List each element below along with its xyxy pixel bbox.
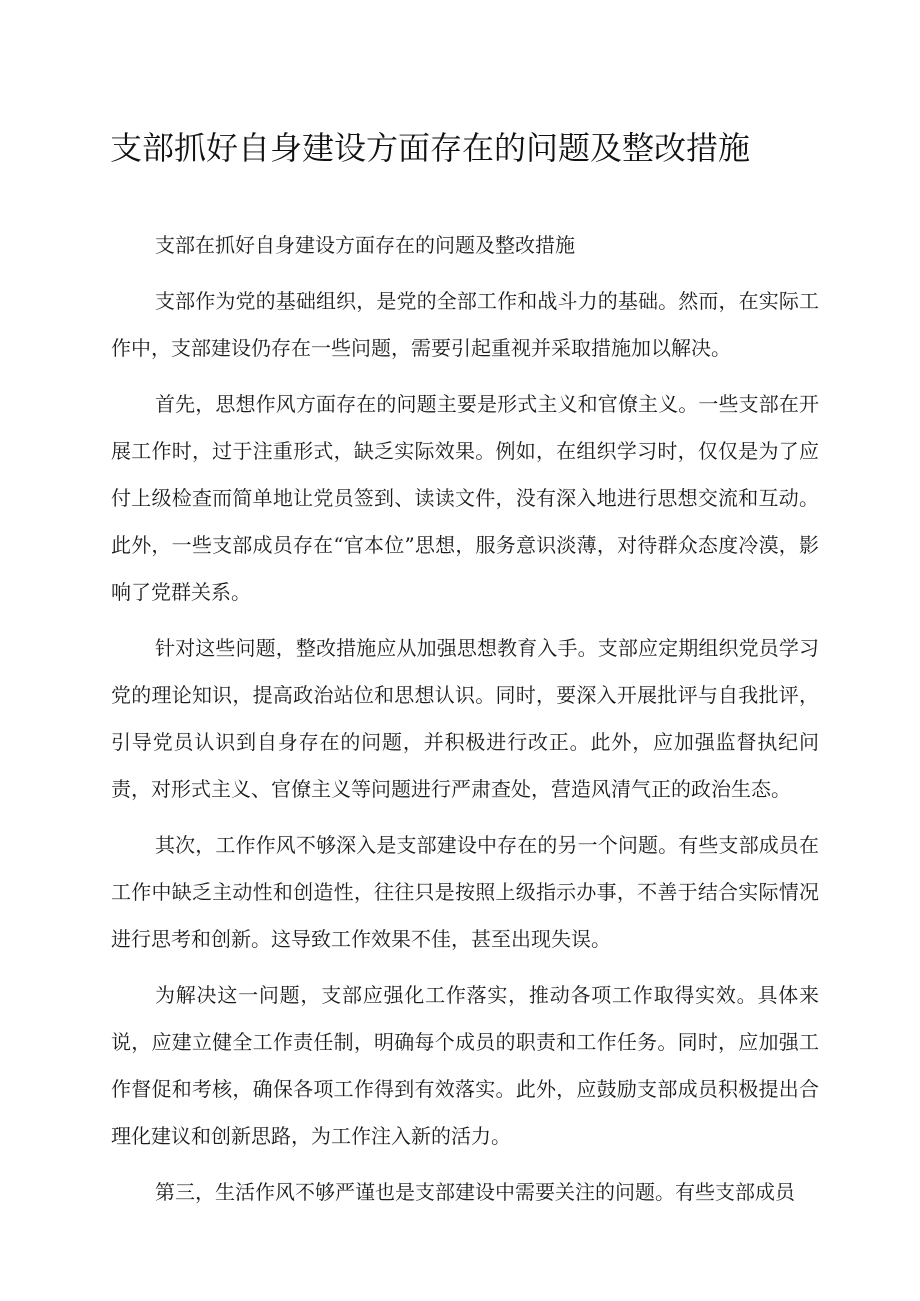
paragraph-life-style-problem: 第三，生活作风不够严谨也是支部建设中需要关注的问题。有些支部成员 [155,1180,795,1204]
paragraph-work-style-problem: 其次，工作作风不够深入是支部建设中存在的另一个问题。有些支部成员在工作中缺乏主动性和创造性，往往只是按照上级指示办事，不善于结合实际情况进行思考和创新。这导致工作效果不佳，甚至出现失误。 [111,833,819,951]
paragraph-intro: 支部作为党的基础组织，是党的全部工作和战斗力的基础。然而，在实际工作中，支部建设仍存在一些问题，需要引起重视并采取措施加以解决。 [111,289,819,360]
document-body [111,222,819,1216]
paragraph-subtitle: 支部在抓好自身建设方面存在的问题及整改措施 [155,233,575,257]
paragraph-thought-style-measures: 针对这些问题，整改措施应从加强思想教育入手。支部应定期组织党员学习党的理论知识，提高政治站位和思想认识。同时，要深入开展批评与自我批评，引导党员认识到自身存在的问题，并积极进行改正。此外，应加强监督执纪问责，对形式主义、官僚主义等问题进行严肃查处，营造风清气正的政治生态。 [111,636,819,801]
document-title: 支部抓好自身建设方面存在的问题及整改措施 [110,129,751,167]
paragraph-work-style-measures: 为解决这一问题，支部应强化工作落实，推动各项工作取得实效。具体来说，应建立健全工作责任制，明确每个成员的职责和工作任务。同时，应加强工作督促和考核，确保各项工作得到有效落实。此外，应鼓励支部成员积极提出合理化建议和创新思路，为工作注入新的活力。 [111,983,819,1148]
paragraph-thought-style-problem: 首先，思想作风方面存在的问题主要是形式主义和官僚主义。一些支部在开展工作时，过于注重形式，缺乏实际效果。例如，在组织学习时，仅仅是为了应付上级检查而简单地让党员签到、读读文件，没有深入地进行思想交流和互动。此外，一些支部成员存在“官本位”思想，服务意识淡薄，对待群众态度冷漠，影响了党群关系。 [111,392,819,604]
